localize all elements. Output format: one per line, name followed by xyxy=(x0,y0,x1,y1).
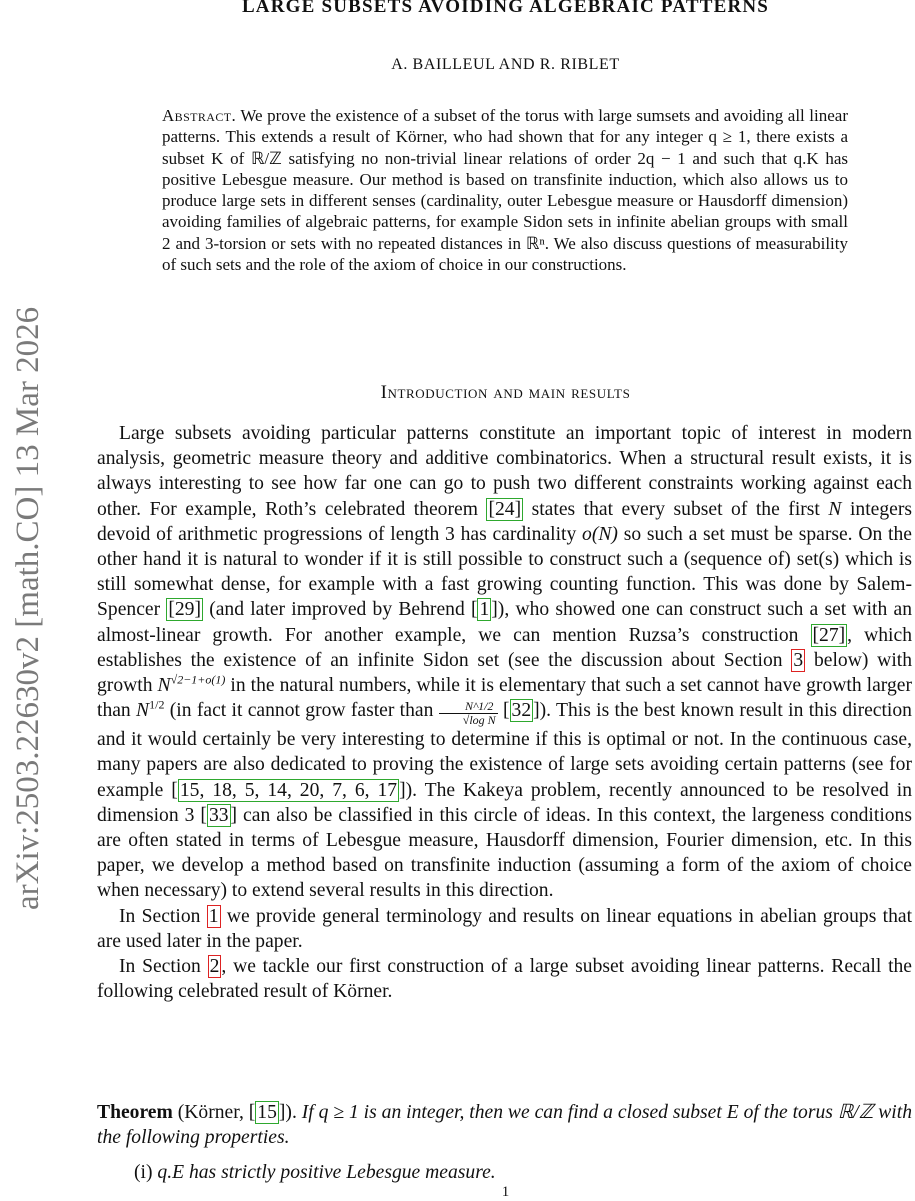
text-run: (in fact it cannot grow faster than xyxy=(164,700,439,722)
theorem-item-i xyxy=(134,1160,894,1185)
text-run: in the natural numbers, while it is elementary that such a set cannot have growth larger than xyxy=(97,675,912,722)
theorem-attribution-close: ]). xyxy=(278,1102,297,1123)
text-run: , we tackle our first construction of a large subset avoiding linear patterns. Recall the following celebrated result of Körner. xyxy=(97,956,913,1003)
paragraph-3 xyxy=(97,954,912,1004)
abstract-text: We prove the existence of a subset of the torus with large sumsets and avoiding all linear patterns. This extends a result of Körner, who had shown that for any integer q ≥ 1, there exists a subset K of ℝ/ℤ satisfying no non-trivial linear relations of order 2q − 1 and such that q.K has positive Lebesgue measure. Our method is based on transfinite induction, which also allows us to produce large sets in different senses (cardinality, outer Lebesgue measure or Hausdorff dimension) avoiding families of algebraic patterns, for example Sidon sets in infinite abelian groups with small 2 and 3-torsion or sets with no repeated distances in ℝⁿ. We also discuss questions of measurability of such sets and the role of the axiom of choice in our constructions. xyxy=(162,106,848,275)
page-number: 1 xyxy=(501,1184,510,1200)
theorem-block xyxy=(97,1100,912,1150)
text-run: we provide general terminology and results on linear equations in abelian groups that are used later in the paper. xyxy=(97,905,913,952)
text-run: integers devoid of arithmetic progressions of length 3 has cardinality xyxy=(97,498,912,545)
theorem-label: Theorem xyxy=(97,1102,173,1123)
citation-link[interactable]: [24] xyxy=(488,498,522,520)
text-run: ]). The Kakeya problem, recently announced to be resolved in dimension 3 [ xyxy=(97,779,913,826)
math-fraction xyxy=(439,700,498,727)
math-symbol: N xyxy=(828,498,842,520)
text-run: In Section xyxy=(119,905,207,927)
citation-link[interactable]: 33 xyxy=(208,804,229,826)
text-run: so such a set must be sparse. On the other hand it is natural to wonder if it is still possible to construct such a (sequence of) set(s) which is still somewhat dense, for example with a fast growing counting function. This was done by Salem-Spencer xyxy=(97,523,912,621)
theorem-attribution: (Körner, [ xyxy=(172,1102,256,1123)
body-text xyxy=(97,421,912,1004)
paper-title: LARGE SUBSETS AVOIDING ALGEBRAIC PATTERNS xyxy=(241,0,770,17)
text-run: states that every subset of the first xyxy=(523,498,829,520)
fraction-denominator: √log N xyxy=(462,713,496,728)
item-label: (i) xyxy=(134,1162,153,1183)
text-run: below) with growth xyxy=(97,649,913,697)
arxiv-identifier-text: arXiv:2503.22630v2 [math.CO] 13 Mar 2026 xyxy=(10,306,46,910)
math-exponent: √2−1+o(1) xyxy=(170,672,226,687)
text-run: ]), who showed one can construct such a set with an almost-linear growth. For another example, we can mention Ruzsa’s construction xyxy=(97,599,912,646)
math-symbol: N xyxy=(136,700,150,722)
text-run: (and later improved by Behrend [ xyxy=(202,599,478,621)
paragraph-1 xyxy=(97,421,912,904)
section-link[interactable]: 1 xyxy=(208,905,219,927)
math-exponent: 1/2 xyxy=(149,697,165,712)
text-run: ] can also be classified in this circle of ideas. In this context, the largeness conditions are often stated in terms of Lebesgue measure, Hausdorff dimension, Fourier dimension, etc. In this paper, we develop a method based on transfinite induction (assuming a form of the axiom of choice when necessary) to extend several results in this direction. xyxy=(97,804,912,902)
text-run: ]). This is the best known result in this direction and it would certainly be very interesting to determine if this is optimal or not. In the continuous case, many papers are also dedicated to proving the existence of large sets avoiding certain patterns (see for example [ xyxy=(97,700,912,801)
citation-link[interactable]: 15 xyxy=(257,1102,277,1123)
abstract xyxy=(162,105,848,275)
citation-link[interactable]: 32 xyxy=(511,700,532,722)
citation-link[interactable]: 1 xyxy=(479,599,490,621)
section-heading: Introduction and main results xyxy=(380,382,631,403)
section-link[interactable]: 2 xyxy=(209,956,220,978)
text-run: Large subsets avoiding particular patterns constitute an important topic of interest in modern analysis, geometric measure theory and additive combinatorics. When a structural result exists, it is always interesting to see how far one can go to push two different constraints working against each other. For example, Roth’s celebrated theorem xyxy=(97,423,912,520)
fraction-numerator: N^1/2 xyxy=(439,700,498,714)
citation-link[interactable]: [27] xyxy=(812,624,846,646)
math-symbol: N xyxy=(157,675,171,697)
paper-authors: A. BAILLEUL AND R. RIBLET xyxy=(391,56,620,73)
theorem-statement: If q ≥ 1 is an integer, then we can find a closed subset E of the torus ℝ/ℤ with the following properties. xyxy=(97,1102,912,1148)
arxiv-identifier-stamp xyxy=(6,0,50,920)
section-link[interactable]: 3 xyxy=(793,649,804,671)
paragraph-2 xyxy=(97,904,912,954)
abstract-label: Abstract. xyxy=(162,106,237,125)
text-run: , which establishes the existence of an infinite Sidon set (see the discussion about Section xyxy=(97,624,912,671)
text-run: In Section xyxy=(119,956,208,978)
math-expression: o(N) xyxy=(582,523,618,545)
text-run: [ xyxy=(497,700,510,722)
item-text: q.E has strictly positive Lebesgue measure. xyxy=(157,1162,496,1183)
citation-link[interactable]: 15, 18, 5, 14, 20, 7, 6, 17 xyxy=(179,779,398,801)
citation-link[interactable]: [29] xyxy=(168,599,201,621)
